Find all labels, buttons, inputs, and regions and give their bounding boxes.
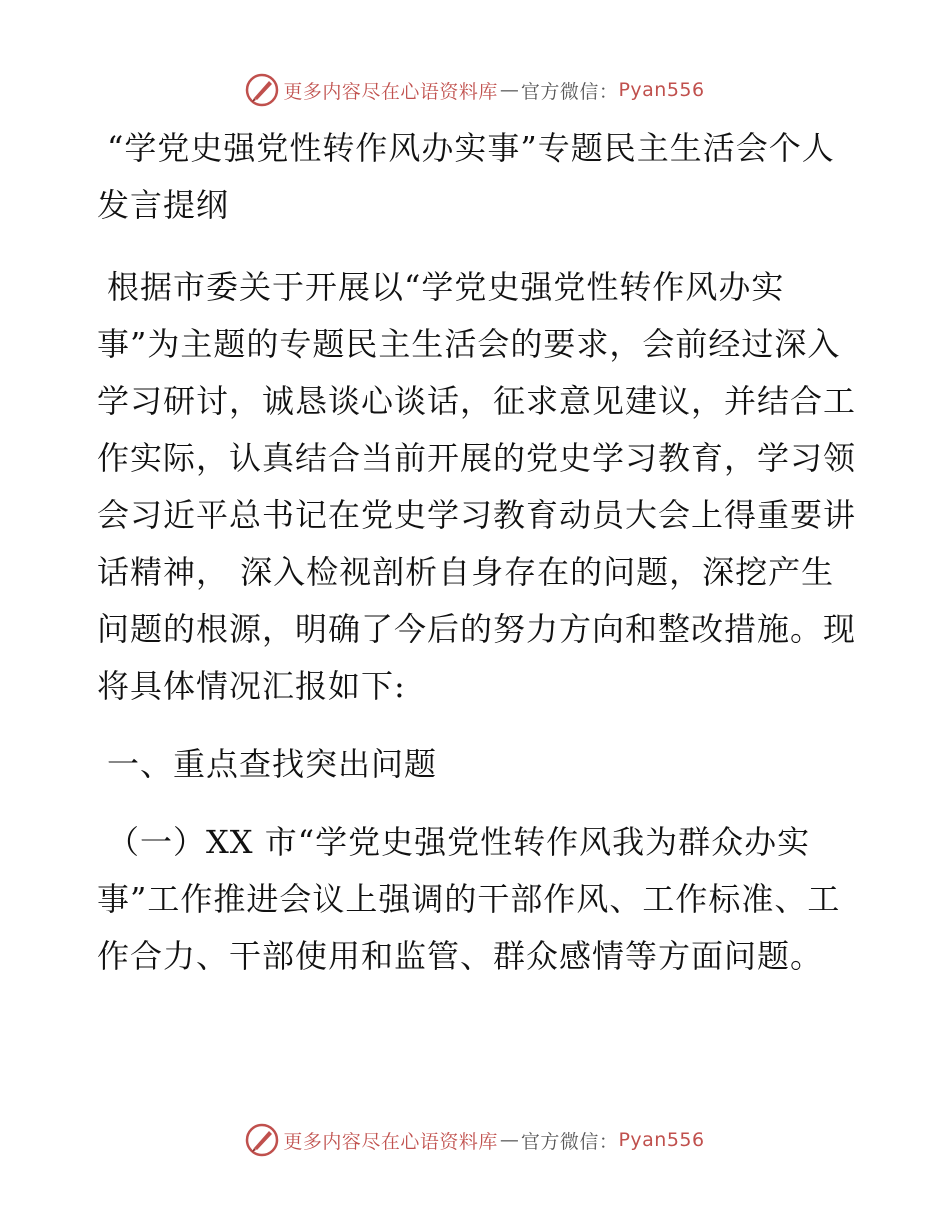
watermark-header [0,70,950,110]
watermark-prefix: 更多内容尽在心语资料库 [283,80,498,103]
watermark-footer [0,1120,950,1160]
document-body [97,120,857,985]
watermark-dash: — [499,1129,519,1151]
quill-logo-icon [245,73,279,107]
subsection-paragraph: （一）XX 市“学党史强党性转作风我为群众办实事”工作推进会议上强调的干部作风、工作标准、工作合力、干部使用和监管、群众感情等方面问题。 [97,823,841,975]
document-title: “学党史强党性转作风办实事”专题民主生活会个人发言提纲 [97,129,835,224]
watermark-label: 官方微信： [520,80,619,103]
section-heading: 一、重点查找突出问题 [107,745,438,783]
watermark-account: Pyan556 [618,79,705,101]
watermark-prefix: 更多内容尽在心语资料库 [283,1130,498,1153]
watermark-dash: — [499,79,519,101]
watermark-account: Pyan556 [618,1129,705,1151]
intro-paragraph: 根据市委关于开展以“学党史强党性转作风办实事”为主题的专题民主生活会的要求，会前经过深入学习研讨，诚恳谈心谈话，征求意见建议，并结合工作实际，认真结合当前开展的党史学习教育，学习领会习近平总书记在党史学习教育动员大会上得重要讲话精神， 深入检视剖析自身存在的问题，深挖产生问题的根源，明确了今后的努力方向和整改措施。现将具体情况汇报如下: [97,268,857,705]
quill-logo-icon [245,1123,279,1157]
watermark-label: 官方微信： [520,1130,619,1153]
